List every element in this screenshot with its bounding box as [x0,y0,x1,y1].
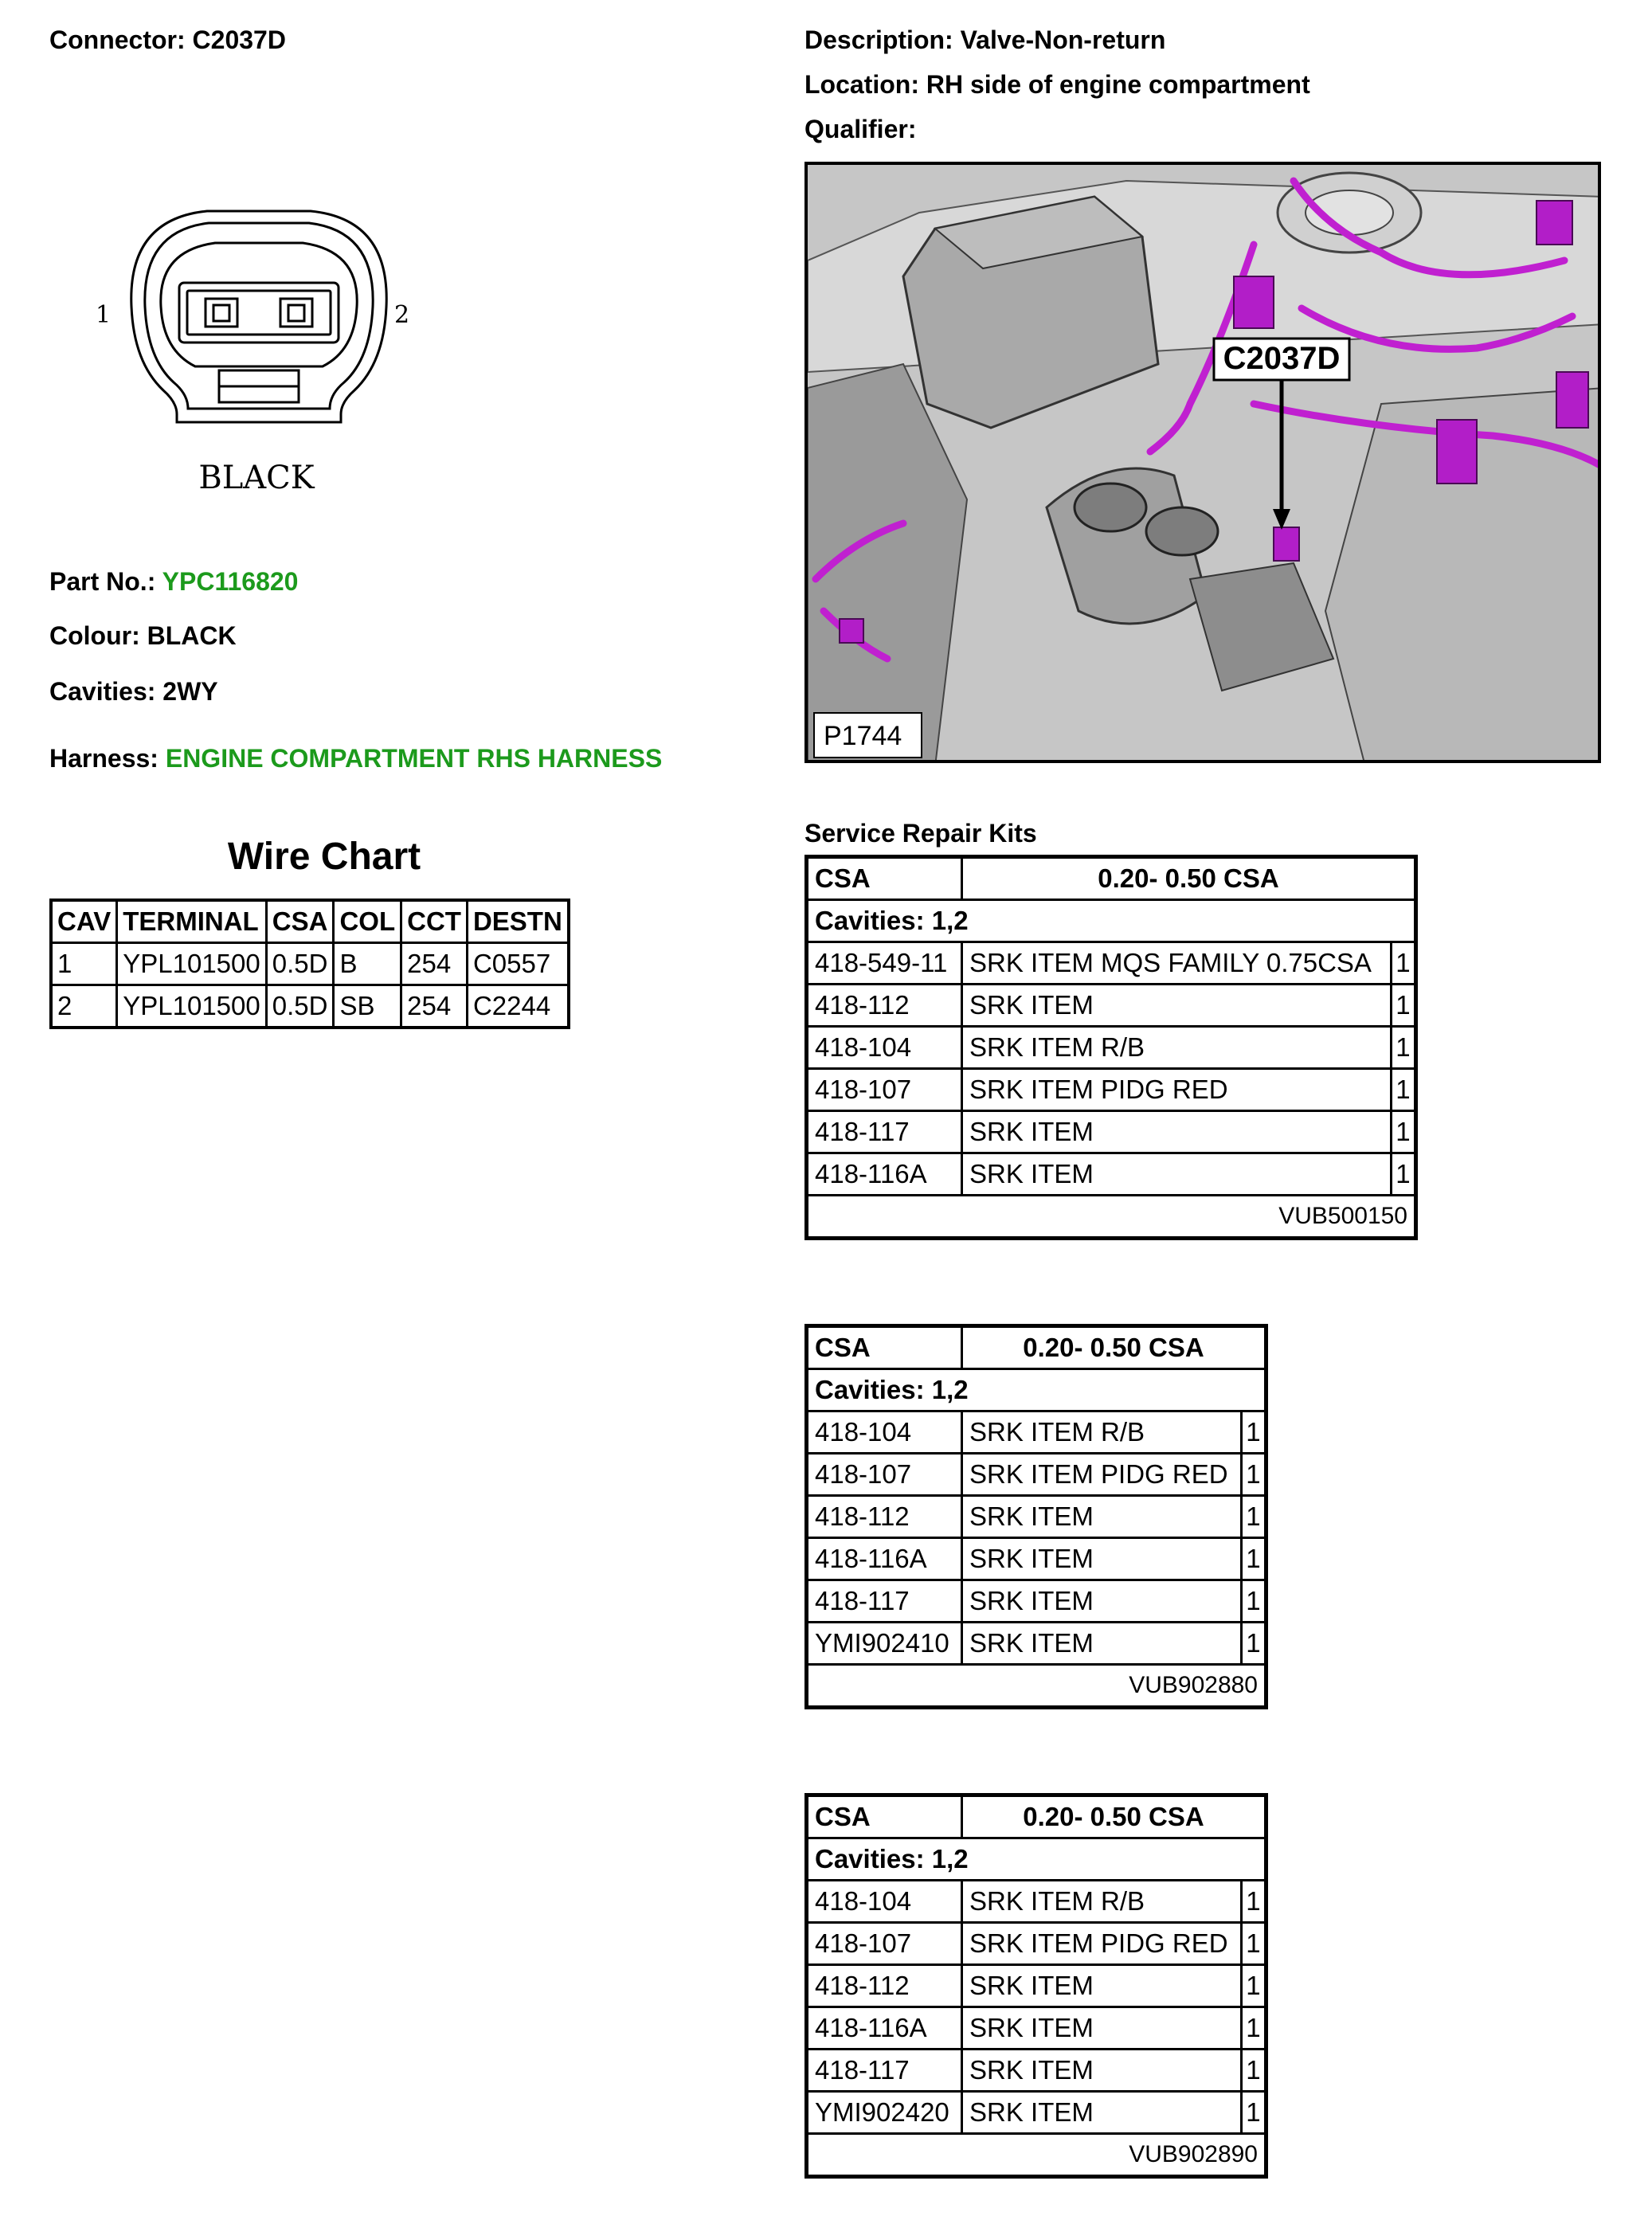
kit-item-part: 418-116A [807,2007,962,2050]
wire-chart-title: Wire Chart [227,836,421,878]
kit-item-row [807,2092,1266,2134]
kit-header-row [807,1326,1266,1369]
kit-item-qty: 1 [1391,1111,1415,1153]
cell-cav: 1 [51,943,117,985]
photo-callout-label: C2037D [1223,341,1341,376]
kit-item-desc: SRK ITEM [962,2092,1242,2134]
kit-item-desc: SRK ITEM [962,1623,1242,1665]
kit-ref-row [807,1196,1416,1239]
kit-item-desc: SRK ITEM R/B [962,1027,1392,1069]
description-label: Description: [804,25,953,54]
part-no-field [49,567,298,597]
cavities-value: 2WY [162,677,218,706]
kit-item-part: 418-104 [807,1027,962,1069]
kit-item-part: 418-549-11 [807,942,962,985]
kit-csa-value: 0.20- 0.50 CSA [962,857,1416,900]
kit-item-part: 418-116A [807,1153,962,1196]
colour-label: Colour: [49,621,140,650]
kit-item-row [807,1538,1266,1580]
part-no-label: Part No.: [49,567,156,596]
kit-csa-label: CSA [807,1326,962,1369]
kit-item-qty: 1 [1391,1069,1415,1111]
kit-item-desc: SRK ITEM [962,1580,1242,1623]
kit-item-qty: 1 [1241,2007,1266,2050]
wire-chart-row [51,985,569,1028]
engine-bay-illustration [808,165,1601,763]
pin-1-label: 1 [96,301,112,329]
repair-kit-table [804,1793,1268,2179]
kit-item-desc: SRK ITEM [962,1538,1242,1580]
kit-item-qty: 1 [1391,1153,1415,1196]
kit-item-part: 418-104 [807,1411,962,1454]
colour-value: BLACK [147,621,237,650]
kit-item-qty: 1 [1241,1923,1266,1965]
cell-destn: C0557 [467,943,568,985]
kit-cavities-row [807,1838,1266,1881]
kit-item-part: 418-112 [807,985,962,1027]
header-destn: DESTN [467,900,568,943]
location-field [804,70,1310,100]
kit-item-qty: 1 [1241,1965,1266,2007]
harness-link[interactable]: ENGINE COMPARTMENT RHS HARNESS [165,744,663,773]
harness-label: Harness: [49,744,159,773]
repair-kit-table [804,1324,1268,1709]
cavities-label: Cavities: [49,677,156,706]
kit-item-part: 418-112 [807,1496,962,1538]
kit-item-row [807,1111,1416,1153]
kit-item-desc: SRK ITEM [962,1496,1242,1538]
kit-item-part: YMI902420 [807,2092,962,2134]
kit-item-row [807,1153,1416,1196]
photo-ref-label: P1744 [824,721,902,751]
kit-item-desc: SRK ITEM [962,1153,1392,1196]
kit-item-row [807,1580,1266,1623]
kit-ref: VUB500150 [807,1196,1416,1239]
kit-cavities: Cavities: 1,2 [807,1369,1266,1411]
cell-col: SB [334,985,401,1028]
kit-item-desc: SRK ITEM R/B [962,1881,1242,1923]
kit-header-row [807,1795,1266,1838]
kit-item-qty: 1 [1391,985,1415,1027]
cell-destn: C2244 [467,985,568,1028]
kit-item-qty: 1 [1241,1623,1266,1665]
kit-item-row [807,2050,1266,2092]
header-cct: CCT [401,900,468,943]
location-value: RH side of engine compartment [926,70,1310,99]
header-csa: CSA [266,900,334,943]
kit-item-part: 418-117 [807,2050,962,2092]
cell-cct: 254 [401,985,468,1028]
kit-item-row [807,1623,1266,1665]
kit-item-desc: SRK ITEM PIDG RED [962,1069,1392,1111]
pin-2-label: 2 [394,301,410,329]
kit-cavities: Cavities: 1,2 [807,900,1416,942]
kit-item-desc: SRK ITEM [962,2050,1242,2092]
kit-item-row [807,2007,1266,2050]
description-value: Valve-Non-return [960,25,1166,54]
kit-item-desc: SRK ITEM [962,2007,1242,2050]
kit-item-part: 418-116A [807,1538,962,1580]
kit-item-desc: SRK ITEM PIDG RED [962,1454,1242,1496]
cell-cav: 2 [51,985,117,1028]
kit-item-row [807,942,1416,985]
connector-face-drawing [88,203,438,506]
kit-csa-value: 0.20- 0.50 CSA [962,1326,1266,1369]
location-photo [804,162,1601,763]
kit-cavities: Cavities: 1,2 [807,1838,1266,1881]
kit-item-qty: 1 [1391,942,1415,985]
kit-item-qty: 1 [1241,1538,1266,1580]
cell-csa: 0.5D [266,985,334,1028]
qualifier-label: Qualifier: [804,115,917,143]
cell-terminal: YPL101500 [117,985,267,1028]
kit-item-desc: SRK ITEM [962,985,1392,1027]
kit-item-desc: SRK ITEM PIDG RED [962,1923,1242,1965]
kit-item-qty: 1 [1241,1496,1266,1538]
kit-ref: VUB902880 [807,1665,1266,1708]
kit-item-desc: SRK ITEM [962,1965,1242,2007]
connector-id: C2037D [192,25,286,54]
colour-field [49,621,237,651]
kit-item-part: 418-104 [807,1881,962,1923]
kit-item-qty: 1 [1241,2050,1266,2092]
kit-item-part: 418-107 [807,1069,962,1111]
kit-item-part: 418-112 [807,1965,962,2007]
wire-chart-table [49,899,570,1029]
kit-item-row [807,1923,1266,1965]
kit-item-row [807,1027,1416,1069]
cell-col: B [334,943,401,985]
kit-item-part: YMI902410 [807,1623,962,1665]
description-field [804,25,1165,55]
kit-item-row [807,1881,1266,1923]
location-label: Location: [804,70,919,99]
wire-chart-row [51,943,569,985]
kit-item-part: 418-117 [807,1580,962,1623]
kit-cavities-row [807,900,1416,942]
kit-item-row [807,985,1416,1027]
kit-item-row [807,1496,1266,1538]
header-cav: CAV [51,900,117,943]
qualifier-field [804,115,916,144]
kit-header-row [807,857,1416,900]
kit-cavities-row [807,1369,1266,1411]
kit-item-qty: 1 [1241,1580,1266,1623]
kit-item-part: 418-117 [807,1111,962,1153]
kit-item-qty: 1 [1241,1454,1266,1496]
wire-chart-header-row [51,900,569,943]
kit-ref-row [807,1665,1266,1708]
kit-item-desc: SRK ITEM MQS FAMILY 0.75CSA [962,942,1392,985]
kit-item-row [807,1965,1266,2007]
cell-terminal: YPL101500 [117,943,267,985]
kit-item-qty: 1 [1241,1411,1266,1454]
kit-csa-label: CSA [807,857,962,900]
kit-ref-row [807,2134,1266,2177]
connector-label: Connector: [49,25,186,54]
kit-csa-value: 0.20- 0.50 CSA [962,1795,1266,1838]
kit-ref: VUB902890 [807,2134,1266,2177]
kit-item-row [807,1454,1266,1496]
connector-field [49,25,286,55]
repair-kit-table [804,855,1418,1240]
part-no-link[interactable]: YPC116820 [162,567,299,596]
kit-item-desc: SRK ITEM [962,1111,1392,1153]
kit-item-desc: SRK ITEM R/B [962,1411,1242,1454]
cavities-field [49,677,218,707]
cell-csa: 0.5D [266,943,334,985]
kit-item-row [807,1069,1416,1111]
kit-csa-label: CSA [807,1795,962,1838]
kit-item-part: 418-107 [807,1454,962,1496]
cell-cct: 254 [401,943,468,985]
header-col: COL [334,900,401,943]
kit-item-part: 418-107 [807,1923,962,1965]
header-terminal: TERMINAL [117,900,267,943]
service-repair-kits-title: Service Repair Kits [804,819,1037,848]
kit-item-qty: 1 [1391,1027,1415,1069]
kit-item-row [807,1411,1266,1454]
harness-field [49,744,662,773]
kit-item-qty: 1 [1241,2092,1266,2134]
kit-item-qty: 1 [1241,1881,1266,1923]
drawing-colour-label: BLACK [198,460,315,496]
